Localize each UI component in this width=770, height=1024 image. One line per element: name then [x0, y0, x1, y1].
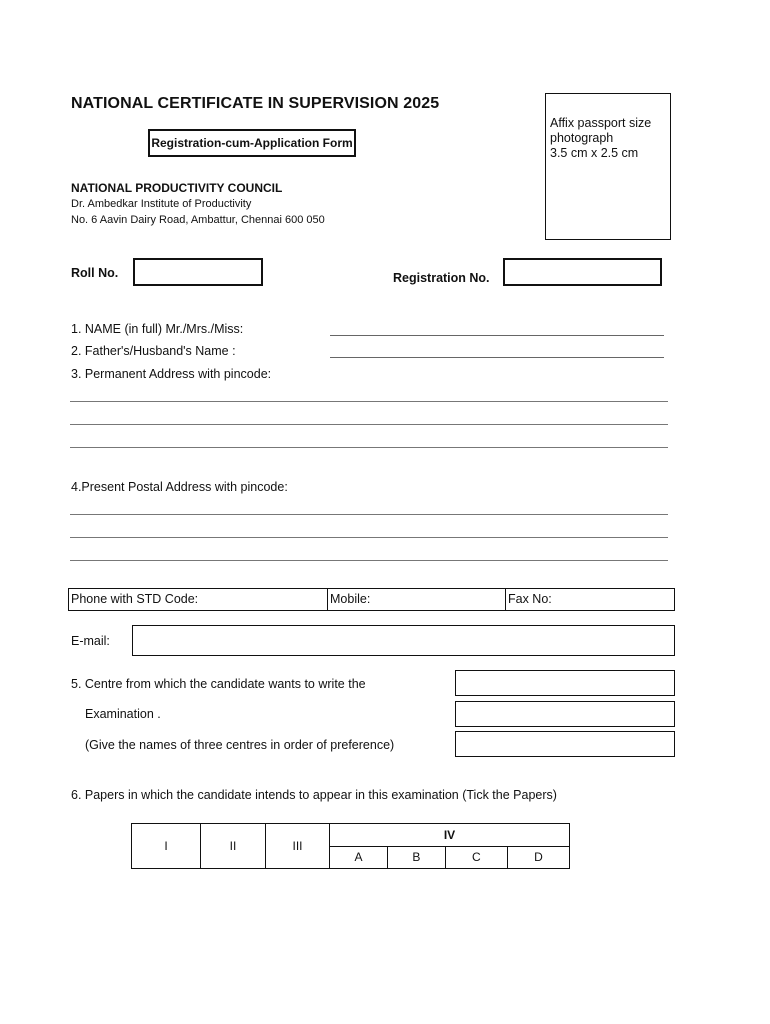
paper-ii-label: II [229, 839, 237, 853]
papers-table [131, 823, 570, 869]
phone-label: Phone with STD Code: [71, 592, 199, 606]
mobile-field[interactable] [328, 589, 506, 610]
paper-ii-cell[interactable] [201, 824, 266, 869]
permanent-address-label: 3. Permanent Address with pincode: [71, 367, 272, 381]
roll-no-field[interactable] [133, 258, 263, 286]
email-field[interactable] [132, 625, 675, 656]
paper-iv-header [330, 824, 570, 847]
paper-iii-label: III [292, 839, 303, 853]
paper-i-cell[interactable] [132, 824, 201, 869]
present-address-line-3[interactable] [70, 560, 668, 561]
paper-iv-a-cell[interactable] [330, 846, 388, 869]
photo-note-line-3: 3.5 cm x 2.5 cm [550, 146, 639, 160]
organization-line-1: Dr. Ambedkar Institute of Productivity [71, 198, 252, 210]
photo-note-line-2: photograph [550, 131, 614, 145]
registration-no-field[interactable] [503, 258, 662, 286]
present-address-line-1[interactable] [70, 514, 668, 515]
paper-iv-c-cell[interactable] [445, 846, 507, 869]
mobile-label: Mobile: [330, 592, 371, 606]
name-label: 1. NAME (in full) Mr./Mrs./Miss: [71, 322, 244, 336]
fax-label: Fax No: [508, 592, 552, 606]
centre-choice-3-field[interactable] [455, 731, 675, 757]
phone-field[interactable] [69, 589, 328, 610]
fax-field[interactable] [506, 589, 674, 610]
father-husband-name-label: 2. Father's/Husband's Name : [71, 344, 236, 358]
paper-iv-b-label: B [412, 850, 421, 865]
organization-name: NATIONAL PRODUCTIVITY COUNCIL [71, 181, 283, 195]
paper-iv-b-cell[interactable] [387, 846, 445, 869]
present-address-label: 4.Present Postal Address with pincode: [71, 480, 288, 494]
centre-label-line-3: (Give the names of three centres in order of preference) [85, 738, 395, 752]
paper-iv-c-label: C [471, 850, 481, 865]
father-husband-name-field[interactable] [330, 357, 664, 358]
papers-label: 6. Papers in which the candidate intends to appear in this examination (Tick the Papers) [71, 788, 557, 802]
name-field[interactable] [330, 335, 664, 336]
form-title: NATIONAL CERTIFICATE IN SUPERVISION 2025 [71, 95, 440, 112]
organization-line-2: No. 6 Aavin Dairy Road, Ambattur, Chennai 600 050 [71, 214, 325, 226]
roll-no-label: Roll No. [71, 266, 119, 280]
paper-iv-a-label: A [354, 850, 363, 865]
contact-row [68, 588, 675, 611]
paper-iv-d-cell[interactable] [507, 846, 569, 869]
centre-choice-2-field[interactable] [455, 701, 675, 727]
paper-i-label: I [164, 839, 168, 853]
permanent-address-line-3[interactable] [70, 447, 668, 448]
centre-label-line-1: 5. Centre from which the candidate wants to write the [71, 677, 366, 691]
photo-box [545, 93, 671, 240]
permanent-address-line-1[interactable] [70, 401, 668, 402]
paper-iii-cell[interactable] [266, 824, 330, 869]
photo-note-line-1: Affix passport size [550, 116, 652, 130]
registration-no-label: Registration No. [393, 271, 490, 285]
form-subtitle: Registration-cum-Application Form [148, 129, 356, 157]
permanent-address-line-2[interactable] [70, 424, 668, 425]
centre-choice-1-field[interactable] [455, 670, 675, 696]
email-label: E-mail: [71, 634, 110, 648]
paper-iv-d-label: D [534, 850, 543, 865]
present-address-line-2[interactable] [70, 537, 668, 538]
centre-label-line-2: Examination . [85, 707, 161, 721]
paper-iv-label: IV [443, 827, 456, 842]
